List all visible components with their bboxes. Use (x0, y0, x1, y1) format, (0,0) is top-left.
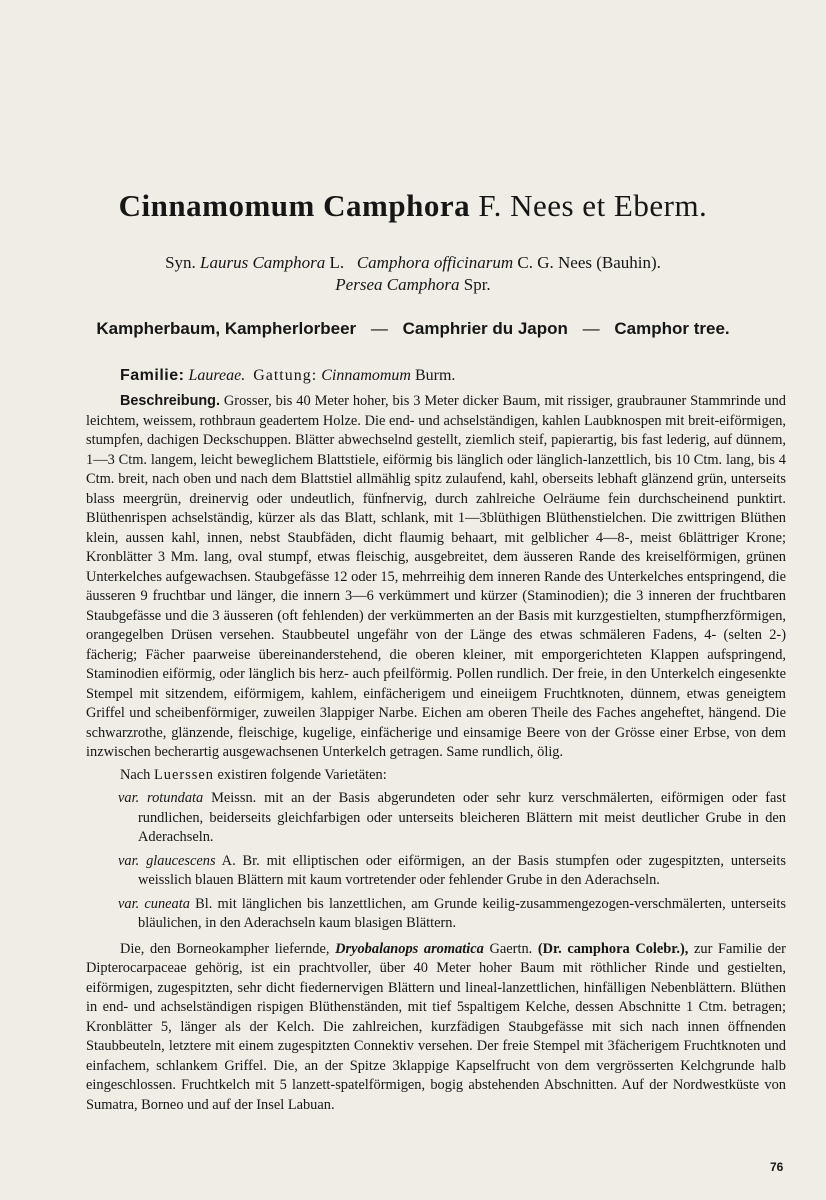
title-author: F. Nees et Eberm. (478, 188, 708, 223)
borneo-pre: Die, den Borneokampher liefernde, (120, 940, 330, 957)
variety-prefix: var. (118, 895, 140, 912)
genus-author: Burm. (414, 367, 456, 384)
genus-value: Cinnamomum (321, 367, 411, 384)
description-label: Beschreibung. (120, 393, 220, 409)
syn-prefix: Syn. (165, 253, 196, 272)
syn-2-author: C. G. Nees (Bauhin). (517, 253, 661, 272)
description-paragraph (86, 392, 786, 763)
separator: — (582, 319, 600, 338)
borneo-text: zur Familie der Dipterocarpaceae gehörig, ist ein prachtvoller, über 40 Meter hoher Baum mit röthlicher Rinde und gestielten, eiförmigen, zugespitzten, sehr dicht fiedernervigen Blättern und lineal-lanzettlichen, hinfälligen Nebenblättern. Blüthen in end- und achselständigen rispigen Blüthenständen, mit tief 5spaltigem Kelche, dessen Abschnitte 1 Ctm. betragen; Kronblätter 5, länger als der Kelch. Die zahlreichen, kurzfädigen Staubgefässe mit sich nach innen öffnenden Staubbeuteln, letztere mit einem zugespitzten Connektiv versehen. Der freie Stempel mit 3fächerigem Fruchtknoten und einfachem, schlankem Griffel. Die, an der Spitze 3klappige Kapselfrucht von dem vergrösserten Kelchgrunde halb eingeschlossen. Fruchtkelch mit 5 lanzett-spatelförmigen, bogig abstehenden Abschnitten. Auf der Nordwestküste von Sumatra, Borneo und auf der Insel Labuan. (86, 940, 786, 1113)
syn-2-name: Camphora officinarum (356, 253, 514, 272)
family-label: Familie: (120, 367, 185, 384)
borneo-synonym: (Dr. camphora Colebr.), (537, 940, 689, 957)
borneo-author: Gaertn. (489, 940, 533, 957)
syn-1-author: L. (329, 253, 345, 272)
title-species: Camphora (323, 188, 471, 223)
variety-prefix: var. (118, 852, 140, 869)
family-value: Laureae. (188, 367, 246, 384)
page-number: 76 (770, 1160, 784, 1174)
varieties-intro-pre: Nach (120, 766, 151, 783)
common-name-english: Camphor tree. (614, 319, 730, 338)
variety-text: A. Br. mit elliptischen oder eiförmigen, an der Basis stumpfen oder zugespitzten, unterseits weisslich blauen Blättern mit kaum vortretender oder fehlender Grube in den Aderachseln. (138, 852, 786, 888)
common-name-french: Camphrier du Japon (402, 319, 568, 338)
variety-name: rotundata (147, 790, 204, 806)
variety-text: Meissn. mit an der Basis abgerundeten oder sehr kurz verschmälerten, eiförmigen oder fast rundlichen, beiderseits gleichfarbigen oder unterseits bleicheren Blättern mit meist deutlicher Grube in den Aderachseln. (138, 790, 786, 845)
variety-name: cuneata (144, 895, 190, 912)
variety-prefix: var. (118, 790, 140, 806)
common-names (0, 319, 826, 339)
separator: — (370, 319, 388, 338)
syn-3-author: Spr. (463, 275, 491, 294)
syn-1-name: Laurus Camphora (200, 253, 326, 272)
borneo-species: Dryobalanops aromatica (335, 940, 484, 957)
syn-3-name: Persea Camphora (335, 275, 460, 294)
description-text: Grosser, bis 40 Meter hoher, bis 3 Meter dicker Baum, mit rissiger, graubrauner Stammrinde und leichtem, weissem, rothbraun geadertem Holze. Die end- und achselständigen, kahlen Laubknospen mit breit-eiförmigen, stumpfen, dachigen Deckschuppen. Blätter abwechselnd gestellt, ziemlich steif, papierartig, bis fast lederig, auf dünnem, 1—3 Ctm. langem, leicht beweglichem Blattstiele, eiförmig bis länglich oder länglich-lanzettlich, bis 10 Ctm. lang, bis 4 Ctm. breit, nach oben und nach dem Blattstiel allmählig spitz zulaufend, kahl, oberseits lebhaft glänzend grün, unterseits blass meergrün, dreinervig oder undeutlich, fünfnervig, durch zahlreiche Oelräume fein durchscheinend punktirt. Blüthenrispen achselständig, kürzer als das Blatt, schlank, mit 1—3blüthigen Blüthenstielchen. Die zwittrigen Blüthen klein, aussen kahl, innen, nebst Staubfäden, dicht flaumig behaart, mit gelblicher 4—8-, meist 6blättriger Krone; Kronblätter 3 Mm. lang, oval stumpf, etwas fleischig, ausgebreitet, dem äusseren Rande des kreiselförmigen, grünen Unterkelches aufgewachsen. Staubgefässe 12 oder 15, mehrreihig dem inneren Rande des Unterkelches entspringend, die äusseren 9 fruchtbar und länger, die innern 3—6 verkümmert und kürzer (Staminodien); die 3 inneren der fruchtbaren Staubgefässe und die 3 äusseren (oft fehlenden) der verkümmerten an der Basis mit kurzgestielten, stumpfherzförmigen, orangegelben Drüsen versehen. Staubbeutel ungefähr von der Länge des etwas schmäleren Fadens, 4- (selten 2-) fächerig; Fächer paarweise übereinanderstehend, die oberen kleiner, mit emporgerichteten Klappen aufspringend, Staminodien eiförmig, oder länglich bis herz- auch pfeilförmig. Pollen rundlich. Der freie, in den Unterkelch eingesenkte Stempel mit sitzendem, eiförmigem, kahlem, einfächerigem und eineiigem Fruchtknoten, dünnem, etwas geneigtem Griffel und scheibenförmiger, zuweilen 3lappiger Narbe. Eichen am oberen Theile des Faches angeheftet, hängend. Die schwarzrothe, glänzende, fleischige, kugelige, einfächerige und einsamige Beere von der Grösse einer Erbse, von dem inzwischen becherartig ausgewachsenen Unterkelch getragen. Same rundlich, ölig. (86, 393, 786, 760)
body-text (86, 392, 786, 1115)
varieties-intro-author: Luerssen (153, 766, 214, 783)
family-line (120, 367, 455, 385)
title-genus: Cinnamomum (118, 188, 315, 223)
common-name-german: Kampherbaum, Kampherlorbeer (96, 319, 357, 338)
variety-name: glaucescens (146, 852, 216, 869)
genus-label: Gattung: (253, 367, 318, 384)
varieties-intro (86, 766, 786, 786)
synonyms (0, 252, 826, 296)
variety-text: Bl. mit länglichen bis lanzettlichen, am Grunde keilig-zusammengezogen-verschmälerten, unterseits bläulichen, in den Aderachseln kaum blasigen Blättern. (138, 895, 786, 931)
variety-item (118, 789, 786, 848)
varieties-intro-post: existiren folgende Varietäten: (217, 766, 387, 783)
borneo-paragraph (86, 940, 786, 1116)
variety-item (118, 895, 786, 934)
page-title (0, 188, 826, 224)
variety-item (118, 852, 786, 891)
